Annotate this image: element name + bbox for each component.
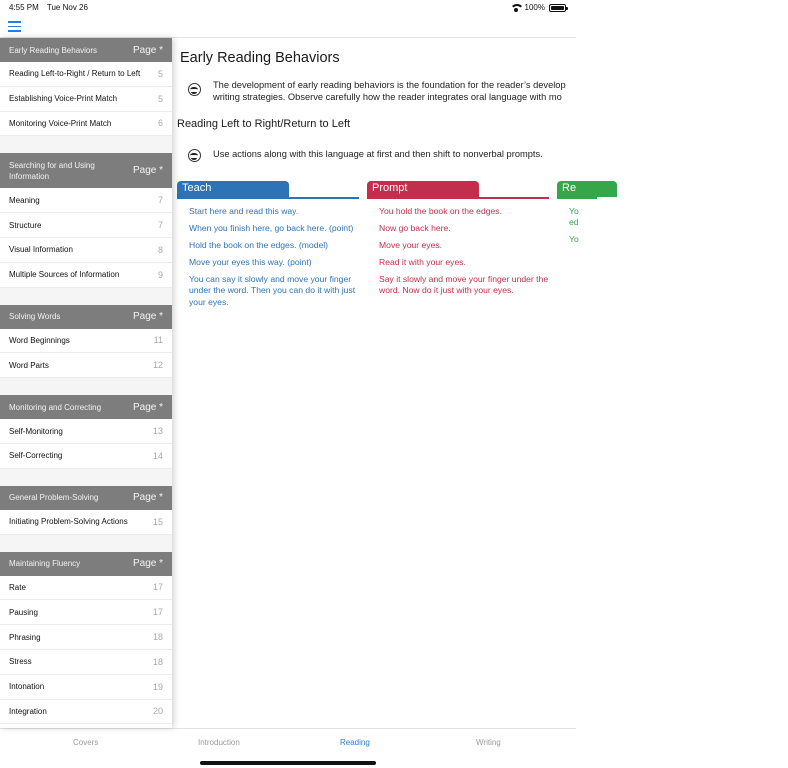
sidebar-item-structure[interactable] [0, 213, 172, 238]
sidebar-item-monitoring-voice-print[interactable] [0, 112, 172, 137]
instruction-paragraph [188, 148, 608, 160]
tab-writing[interactable]: Writing [476, 738, 501, 747]
tab-bar [0, 728, 576, 768]
sidebar-item-page: 15 [152, 516, 163, 527]
section-gap [0, 469, 172, 486]
sidebar-item-word-parts[interactable] [0, 353, 172, 378]
sidebar-item-label: Rate [9, 582, 26, 592]
prompt-column [367, 181, 549, 302]
main-content [172, 38, 579, 728]
sidebar-item-page: 19 [152, 681, 163, 692]
section-title: Searching for and Using Information [9, 160, 95, 181]
sidebar-item-label: Stress [9, 657, 32, 667]
prompt-header: Prompt [367, 181, 479, 197]
sidebar-item-label: Word Parts [9, 360, 49, 370]
status-bar [0, 0, 576, 16]
reinforce-item: Yo [569, 234, 579, 245]
sidebar-item-integration[interactable] [0, 700, 172, 725]
reinforce-item: Yo [569, 206, 579, 216]
sidebar [0, 38, 172, 728]
sidebar-item-page: 7 [157, 220, 163, 231]
section-header-early-reading [0, 38, 172, 62]
prompt-item: You hold the book on the edges. [379, 206, 502, 216]
sidebar-item-label: Visual Information [9, 245, 73, 255]
wifi-icon [511, 4, 521, 12]
sidebar-item-self-correcting[interactable] [0, 444, 172, 469]
sidebar-item-pausing[interactable] [0, 600, 172, 625]
reinforce-item: ed [569, 217, 579, 228]
prompt-list [367, 199, 549, 297]
sidebar-item-label: Initiating Problem-Solving Actions [9, 517, 128, 527]
intro-line-2: writing strategies. Observe carefully how the reader integrates oral language with mo [213, 92, 562, 102]
section-title: Maintaining Fluency [9, 559, 81, 569]
sidebar-item-page: 17 [152, 582, 163, 593]
section-header-fluency [0, 552, 172, 576]
sidebar-item-self-monitoring[interactable] [0, 419, 172, 444]
reinforce-header: Re [557, 181, 617, 197]
section-page-label: Page * [132, 492, 163, 504]
sidebar-item-label: Integration [9, 706, 47, 716]
sidebar-item-page: 8 [157, 244, 163, 255]
sidebar-item-intonation[interactable] [0, 675, 172, 700]
status-date: Tue Nov 26 [46, 3, 88, 12]
reinforce-list [557, 199, 597, 246]
sidebar-item-label: Multiple Sources of Information [9, 270, 120, 280]
section-title: Monitoring and Correcting [9, 402, 102, 412]
sidebar-item-label: Monitoring Voice-Print Match [9, 118, 112, 128]
sidebar-item-rate[interactable] [0, 576, 172, 601]
sidebar-item-label: Establishing Voice-Print Match [9, 94, 118, 104]
sidebar-item-page: 18 [152, 656, 163, 667]
sidebar-item-label: Intonation [9, 682, 45, 692]
prompt-bullet-icon [188, 149, 201, 162]
sidebar-item-label: Word Beginnings [9, 335, 70, 345]
sidebar-item-reading-left-to-right[interactable] [0, 62, 172, 87]
sidebar-item-page: 14 [152, 450, 163, 461]
teach-item: When you finish here, go back here. (point) [189, 223, 354, 233]
section-gap [0, 378, 172, 395]
sidebar-item-label: Self-Correcting [9, 451, 63, 461]
section-page-label: Page * [132, 558, 163, 570]
sidebar-item-label: Meaning [9, 195, 40, 205]
tab-introduction[interactable]: Introduction [198, 738, 240, 747]
sidebar-item-page: 9 [157, 269, 163, 280]
section-page-label: Page * [132, 311, 163, 323]
status-left [9, 3, 94, 12]
teach-item: Hold the book on the edges. (model) [189, 240, 329, 250]
section-title: General Problem-Solving [9, 493, 99, 503]
menu-icon[interactable] [8, 21, 21, 32]
sidebar-item-page: 12 [152, 360, 163, 371]
prompt-item: Move your eyes. [379, 240, 443, 250]
sidebar-item-page: 5 [157, 68, 163, 79]
sidebar-item-stress[interactable] [0, 650, 172, 675]
sidebar-item-label: Structure [9, 220, 42, 230]
tab-covers[interactable]: Covers [73, 738, 99, 747]
home-indicator[interactable] [200, 761, 376, 765]
prompt-item: Now go back here. [379, 223, 451, 233]
sidebar-item-page: 20 [152, 706, 163, 717]
sidebar-item-voice-print-match[interactable] [0, 87, 172, 112]
battery-fill [551, 6, 564, 10]
sidebar-item-page: 7 [157, 195, 163, 206]
sidebar-item-initiating-problem-solving[interactable] [0, 510, 172, 535]
teach-item: Start here and read this way. [189, 206, 299, 216]
sidebar-item-page: 17 [152, 607, 163, 618]
sidebar-item-label: Phrasing [9, 632, 41, 642]
teach-item: Move your eyes this way. (point) [189, 257, 312, 267]
sidebar-item-visual-information[interactable] [0, 238, 172, 263]
sidebar-item-page: 6 [157, 118, 163, 129]
section-page-label: Page * [132, 401, 163, 413]
sidebar-item-label: Reading Left-to-Right / Return to Left [9, 69, 141, 79]
tab-reading[interactable]: Reading [340, 738, 370, 747]
sidebar-item-page: 18 [152, 632, 163, 643]
sidebar-item-word-beginnings[interactable] [0, 329, 172, 354]
teach-column [177, 181, 359, 314]
section-header-searching [0, 153, 172, 188]
prompt-item: Read it with your eyes. [379, 257, 466, 267]
status-right [511, 3, 566, 12]
battery-percent: 100% [524, 3, 545, 12]
reinforce-column [557, 181, 597, 251]
section-gap [0, 535, 172, 552]
section-header-monitoring [0, 395, 172, 419]
section-header-problem-solving [0, 486, 172, 510]
teach-header: Teach [177, 181, 289, 197]
section-page-label: Page * [132, 44, 163, 56]
page-title: Early Reading Behaviors [180, 50, 340, 66]
section-page-label: Page * [132, 165, 163, 177]
sidebar-item-page: 13 [152, 426, 163, 437]
battery-icon [549, 4, 566, 12]
sidebar-item-page: 5 [157, 93, 163, 104]
sidebar-item-page: 11 [153, 335, 163, 346]
sidebar-item-phrasing[interactable] [0, 625, 172, 650]
section-header-solving-words [0, 305, 172, 329]
instruction-text: Use actions along with this language at first and then shift to nonverbal prompts. [213, 149, 543, 159]
intro-paragraph [188, 79, 788, 103]
prompt-bullet-icon [188, 83, 201, 96]
section-gap [0, 288, 172, 305]
sidebar-item-label: Pausing [9, 607, 38, 617]
teach-list [177, 199, 359, 308]
section-subheading: Reading Left to Right/Return to Left [177, 118, 351, 130]
section-gap [0, 136, 172, 153]
sidebar-item-label: Self-Monitoring [9, 426, 63, 436]
teach-item: You can say it slowly and move your finger under the word. Then you can do it with just your eyes. [189, 274, 356, 307]
nav-bar [0, 16, 576, 38]
section-title: Early Reading Behaviors [9, 45, 98, 55]
prompt-item: Say it slowly and move your finger under the word. Now do it just with your eyes. [379, 274, 549, 296]
section-title: Solving Words [9, 312, 61, 322]
sidebar-item-meaning[interactable] [0, 188, 172, 213]
status-time: 4:55 PM [9, 3, 39, 12]
sidebar-item-multiple-sources[interactable] [0, 263, 172, 288]
intro-line-1: The development of early reading behaviors is the foundation for the reader’s develop [213, 80, 566, 90]
